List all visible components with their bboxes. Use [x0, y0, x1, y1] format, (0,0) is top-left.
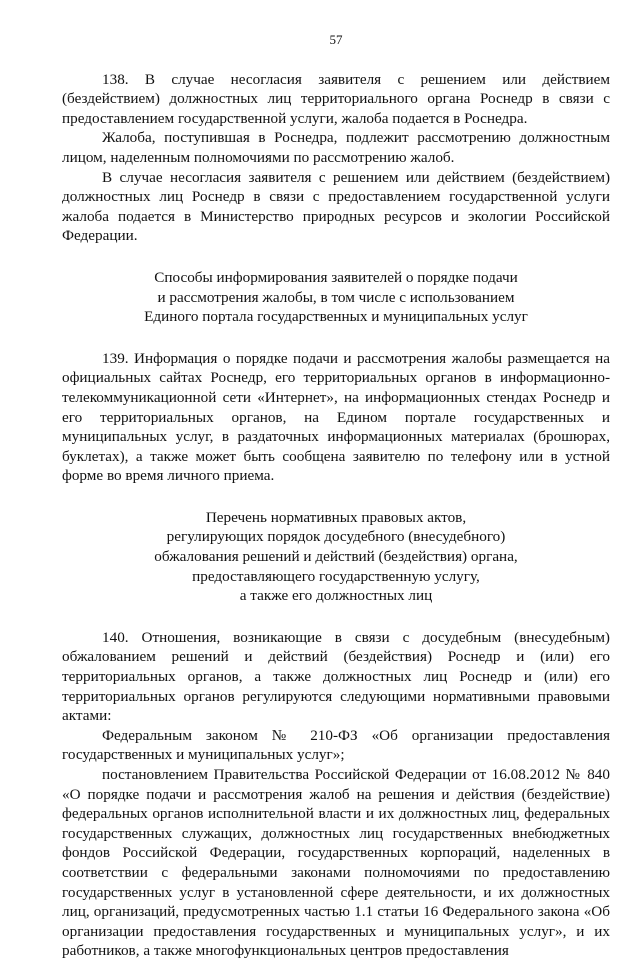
page-number: 57 [329, 32, 343, 47]
heading-line: и рассмотрения жалобы, в том числе с использованием [157, 288, 515, 306]
paragraph-federal-law: Федеральным законом № 210-ФЗ «Об организации предоставления государственных и муниципальных услуг»; [62, 726, 610, 764]
heading-line: обжалования решений и действий (бездействия) органа, [154, 548, 518, 566]
heading-line: Способы информирования заявителей о порядке подачи [154, 268, 518, 286]
paragraph-complaint-review: Жалоба, поступившая в Роснедра, подлежит рассмотрению должностным лицом, наделенным полномочиями по рассмотрению жалоб. [62, 129, 610, 166]
paragraph-140: 140. Отношения, возникающие в связи с досудебным (внесудебным) обжалованием решений и действий (бездействия) Роснедр и (или) его территориальных органов, а также должностных лиц Роснедр и (или) его территориальных органов регулируются следующими нормативными правовыми актами: [62, 628, 610, 725]
paragraph-138: 138. В случае несогласия заявителя с решением или действием (бездействием) должностных лиц территориального органа Роснедр в связи с предоставлением государственной услуги, жалоба подается в Роснедра. [62, 70, 610, 127]
paragraph-government-decree: постановлением Правительства Российской Федерации от 16.08.2012 № 840 «О порядке подачи и рассмотрения жалоб на решения и действия (бездействие) федеральных органов исполнительной власти и их должностных лиц, федеральных государственных служащих, должностных лиц государственных внебюджетных фондов Российской Федерации, государственных корпораций, наделенных в соответствии с федеральными законами полномочиями по предоставлению государственных услуг в установленной сфере деятельности, и их должностных лиц, организаций, предусмотренных частью 1.1 статьи 16 Федерального закона «Об организации предоставления государственных и муниципальных услуг», и их работников, а также многофункциональных центров предоставления [62, 766, 610, 960]
heading-line: регулирующих порядок досудебного (внесудебного) [166, 528, 506, 546]
heading-line: Перечень нормативных правовых актов, [205, 508, 467, 526]
paragraph-ministry-appeal: В случае несогласия заявителя с решением или действием (бездействием) должностных лиц Роснедр в связи с предоставлением государственной услуги жалоба подается в Министерство природных ресурсов и экологии Российской Федерации. [62, 168, 610, 245]
section-heading-legal-acts [62, 508, 610, 606]
heading-line: предоставляющего государственную услугу, [192, 567, 480, 585]
document-page [62, 30, 610, 961]
paragraph-139: 139. Информация о порядке подачи и рассмотрения жалобы размещается на официальных сайтах Роснедр, его территориальных органов в информационно-телекоммуникационной сети «Интернет», на информационных стендах Роснедр и его территориальных органов, на Едином портале государственных и муниципальных услуг, в раздаточных информационных материалах (брошюрах, буклетах), а также может быть сообщена заявителю по телефону или в устной форме во время личного приема. [62, 349, 610, 485]
section-heading-informing [62, 268, 610, 327]
heading-line: а также его должностных лиц [239, 587, 433, 605]
heading-line: Единого портала государственных и муниципальных услуг [144, 308, 528, 326]
